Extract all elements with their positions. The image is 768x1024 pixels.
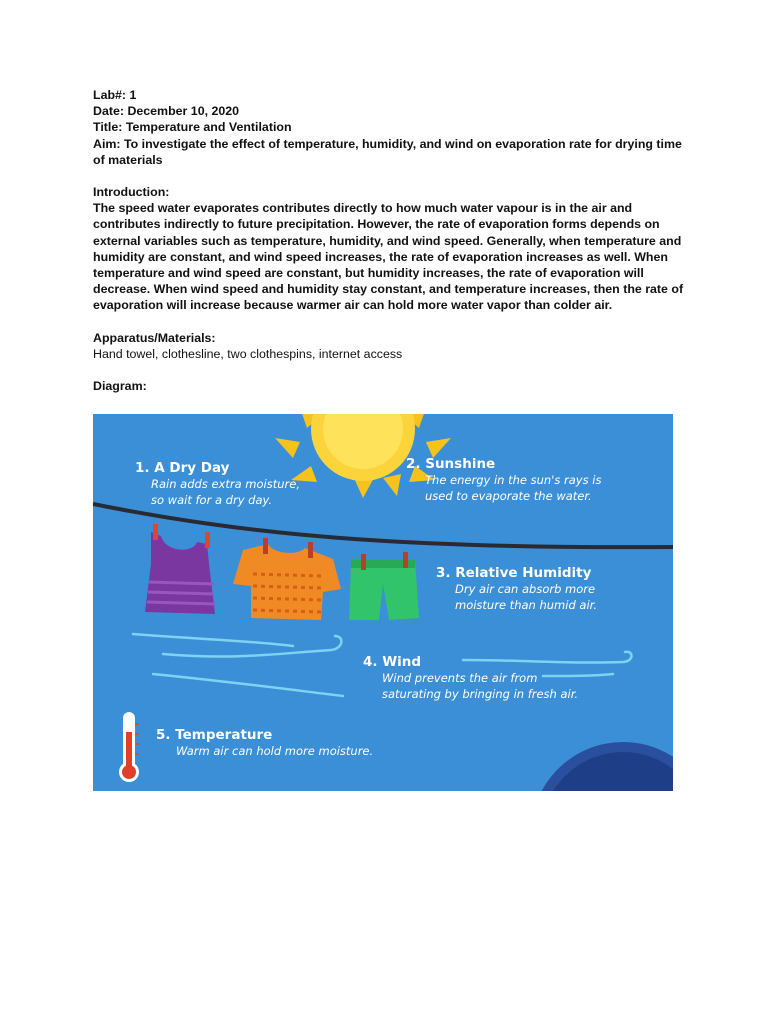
wind-title: 4. Wind <box>363 654 422 670</box>
date-line <box>93 103 693 119</box>
title-label: Title: <box>93 120 123 135</box>
humidity-block <box>436 565 597 613</box>
earth-icon <box>531 742 673 791</box>
dry-day-block <box>135 460 300 508</box>
apparatus-heading: Apparatus/Materials: <box>93 330 216 345</box>
dry-day-title: 1. A Dry Day <box>135 460 230 476</box>
sunshine-block <box>406 456 601 504</box>
humidity-line-2: moisture than humid air. <box>455 598 597 612</box>
wind-block <box>363 654 578 702</box>
date-label: Date: <box>93 104 124 119</box>
apparatus-body: Hand towel, clothesline, two clothespins, internet access <box>93 346 403 361</box>
date-value: December 10, 2020 <box>127 104 240 119</box>
aim-line <box>93 136 693 168</box>
dry-day-line-1: Rain adds extra moisture, <box>151 477 300 491</box>
temperature-line-1: Warm air can hold more moisture. <box>176 744 374 758</box>
shorts-icon <box>349 552 419 620</box>
sunshine-line-1: The energy in the sun's rays is <box>425 473 602 487</box>
humidity-title: 3. Relative Humidity <box>436 565 592 581</box>
aim-label: Aim: <box>93 136 121 151</box>
wind-line-1: Wind prevents the air from <box>382 671 538 685</box>
wind-line-2: saturating by bringing in fresh air. <box>382 687 579 701</box>
thermometer-icon <box>119 712 139 782</box>
clothesline <box>93 504 673 547</box>
temperature-title: 5. Temperature <box>156 727 273 743</box>
tank-top-icon <box>145 524 215 614</box>
humidity-line-1: Dry air can absorb more <box>455 582 596 596</box>
diagram-heading: Diagram: <box>93 379 147 394</box>
evaporation-diagram <box>93 414 673 791</box>
shirt-icon <box>233 538 341 620</box>
lab-document <box>93 87 693 394</box>
introduction-heading: Introduction: <box>93 185 170 200</box>
lab-number-line <box>93 87 693 103</box>
dry-day-line-2: so wait for a dry day. <box>151 493 273 507</box>
sunshine-line-2: used to evaporate the water. <box>425 489 592 503</box>
lab-label: Lab#: <box>93 88 127 102</box>
aim-value: To investigate the effect of temperature, humidity, and wind on evaporation rate for drying time of materials <box>93 136 682 167</box>
sunshine-title: 2. Sunshine <box>406 456 496 472</box>
title-line <box>93 119 693 135</box>
lab-value: 1 <box>129 88 137 102</box>
temperature-block <box>156 727 373 759</box>
title-value: Temperature and Ventilation <box>125 120 292 135</box>
introduction-body: The speed water evaporates contributes directly to how much water vapour is in the air and contributes indirectly to future precipitation. However, the rate of evaporation forms depends on external variables such as temperature, humidity, and wind speed. Generally, when temperature and humidity are constant, and wind speed increases, the rate of evaporation increases as well. When temperature and wind speed are constant, but humidity increases, the rate of evaporation will decrease. When wind speed and humidity stay constant, and temperature increases, then the rate of evaporation will increase because warmer air can hold more water vapor than colder air. <box>93 201 684 313</box>
